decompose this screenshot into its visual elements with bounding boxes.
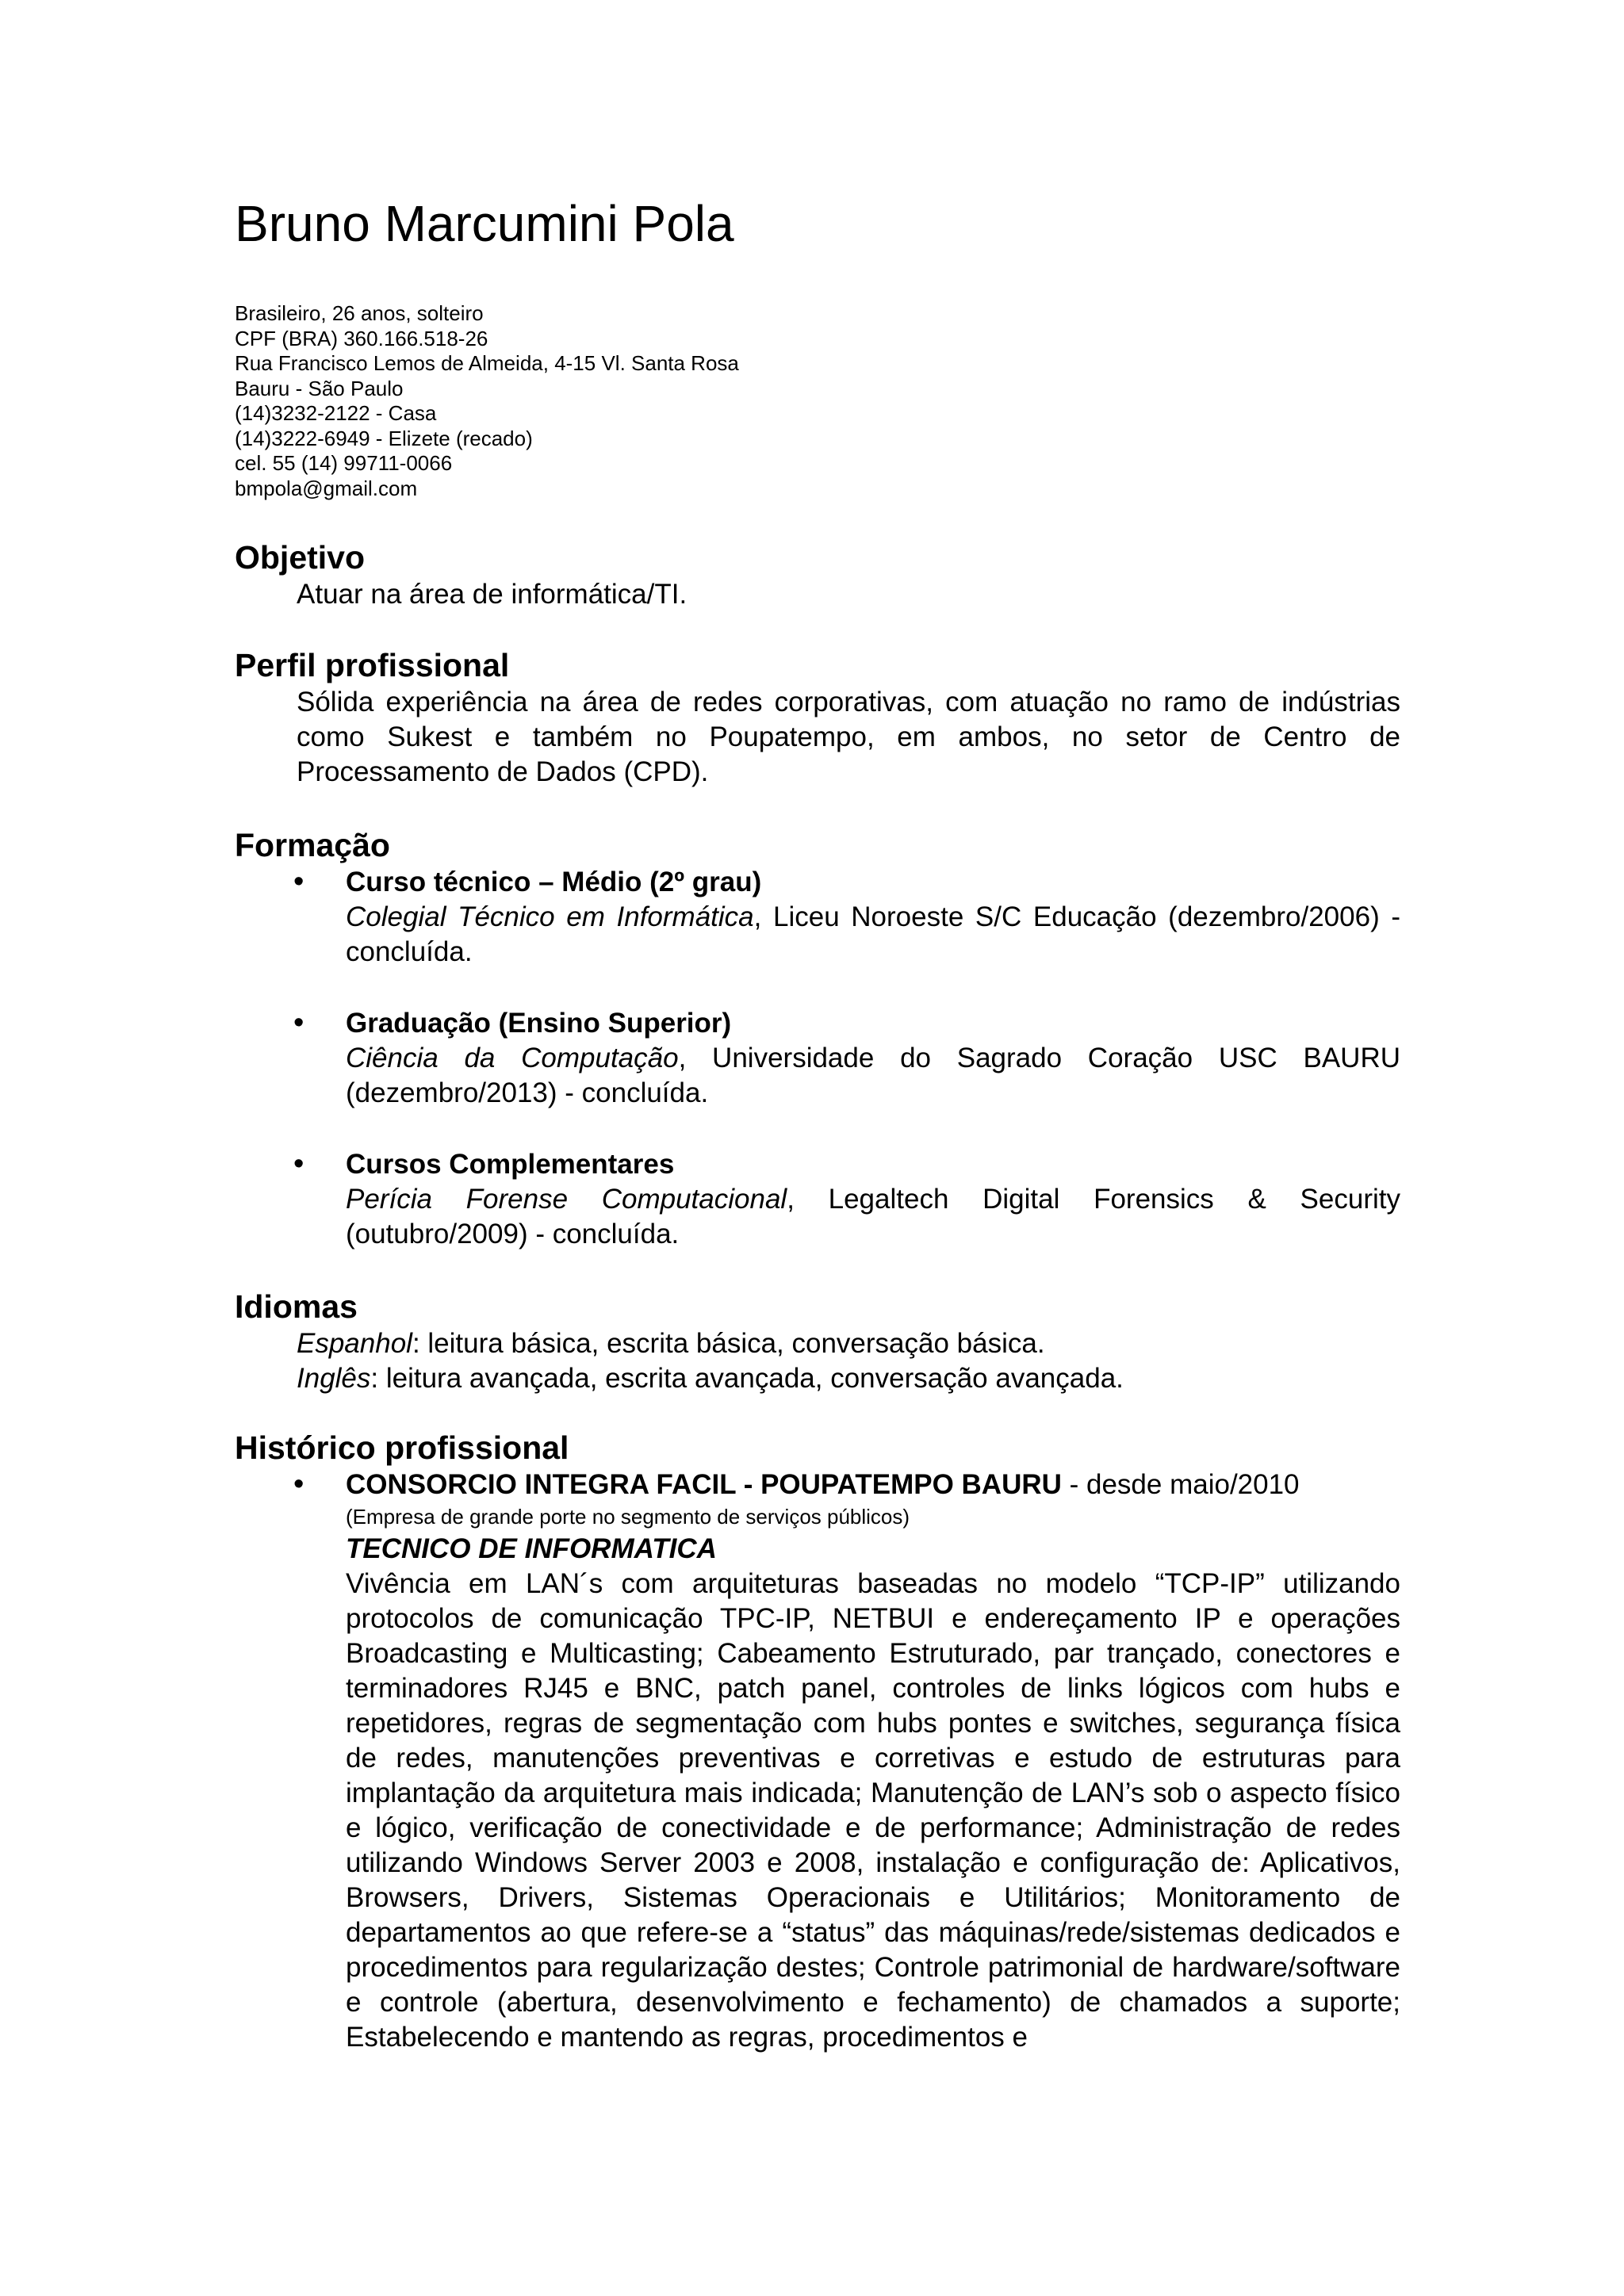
formacao-item-2-heading-text: Graduação (Ensino Superior)	[346, 1008, 732, 1039]
idioma-espanhol	[297, 1326, 1045, 1361]
contact-email: bmpola@gmail.com	[235, 476, 418, 500]
formacao-item-2-details: , Universidade do Sagrado Coração USC BAURU (dezembro/2013) - concluída.	[346, 1043, 1400, 1108]
formacao-item-1-details: , Liceu Noroeste S/C Educação (dezembro/2006) - concluída.	[346, 901, 1400, 967]
section-title-idiomas: Idiomas	[235, 1288, 358, 1325]
idioma-ingles-name: Inglês	[297, 1363, 371, 1394]
formacao-item-3-course: Perícia Forense Computacional	[346, 1184, 787, 1215]
contact-city: Bauru - São Paulo	[235, 376, 404, 400]
contact-cellphone: cel. 55 (14) 99711-0066	[235, 451, 453, 475]
formacao-item-1-description	[346, 900, 1400, 970]
formacao-bullet-2: •	[293, 1006, 304, 1039]
section-title-formacao: Formação	[235, 827, 390, 863]
formacao-item-2-heading	[346, 1006, 731, 1041]
contact-nationality: Brasileiro, 26 anos, solteiro	[235, 301, 484, 325]
formacao-item-3-description	[346, 1182, 1400, 1252]
contact-street: Rua Francisco Lemos de Almeida, 4-15 Vl. Santa Rosa	[235, 351, 739, 375]
idioma-ingles	[297, 1361, 1124, 1396]
section-title-objetivo: Objetivo	[235, 539, 366, 576]
objetivo-text: Atuar na área de informática/TI.	[297, 579, 688, 610]
job-1-company: CONSORCIO INTEGRA FACIL - POUPATEMPO BAURU	[346, 1469, 1062, 1500]
candidate-name: Bruno Marcumini Pola	[235, 195, 734, 252]
job-1-period: - desde maio/2010	[1061, 1469, 1300, 1500]
contact-phone-message: (14)3222-6949 - Elizete (recado)	[235, 426, 533, 450]
formacao-item-3-details: , Legaltech Digital Forensics & Security (outubro/2009) - concluída.	[346, 1184, 1400, 1249]
formacao-item-3-heading-text: Cursos Complementares	[346, 1149, 675, 1180]
job-1-role	[346, 1532, 717, 1567]
formacao-item-1-heading	[346, 865, 761, 900]
contact-cpf: CPF (BRA) 360.166.518-26	[235, 326, 488, 350]
formacao-item-1-heading-text: Curso técnico – Médio (2º grau)	[346, 867, 762, 897]
section-title-historico: Histórico profissional	[235, 1429, 569, 1466]
idioma-ingles-details: : leitura avançada, escrita avançada, conversação avançada.	[370, 1363, 1124, 1394]
formacao-bullet-3: •	[293, 1147, 304, 1181]
historico-bullet-1: •	[293, 1468, 304, 1501]
job-1-description: Vivência em LAN´s com arquiteturas baseadas no modelo “TCP-IP” utilizando protocolos de comunicação TPC-IP, NETBUI e endereçamento IP e operações Broadcasting e Multicasting; Cabeamento Estruturado, par trançado, conectores e terminadores RJ45 e BNC, patch panel, controles de links lógicos com hubs e repetidores, regras de segmentação com hubs pontes e switches, segurança física de redes, manutenções preventivas e corretivas e estudo de estruturas para implantação da arquitetura mais indicada; Manutenção de LAN’s sob o aspecto físico e lógico, verificação de conectividade e de performance; Administração de redes utilizando Windows Server 2003 e 2008, instalação e configuração de: Aplicativos, Browsers, Drivers, Sistemas Operacionais e Utilitários; Monitoramento de departamentos ao que refere-se a “status” das máquinas/rede/sistemas dedicados e procedimentos para regularização destes; Controle patrimonial de hardware/software e controle (abertura, desenvolvimento e fechamento) de chamados a suporte; Estabelecendo e mantendo as regras, procedimentos e	[346, 1568, 1400, 2053]
job-1-company-note: (Empresa de grande porte no segmento de serviços públicos)	[346, 1505, 910, 1529]
formacao-item-2-description	[346, 1041, 1400, 1111]
job-1-role-text: TECNICO DE INFORMATICA	[346, 1533, 717, 1564]
section-title-perfil: Perfil profissional	[235, 647, 510, 683]
contact-phone-home: (14)3232-2122 - Casa	[235, 401, 437, 425]
formacao-bullet-1: •	[293, 865, 304, 898]
formacao-item-1-course: Colegial Técnico em Informática	[346, 901, 754, 932]
idioma-espanhol-name: Espanhol	[297, 1328, 412, 1359]
idioma-espanhol-details: : leitura básica, escrita básica, conversação básica.	[412, 1328, 1045, 1359]
contact-block	[235, 301, 739, 501]
perfil-text: Sólida experiência na área de redes corporativas, com atuação no ramo de indústrias como Sukest e também no Poupatempo, em ambos, no setor de Centro de Processamento de Dados (CPD).	[297, 687, 1400, 787]
formacao-item-3-heading	[346, 1147, 674, 1182]
job-1-header	[346, 1468, 1300, 1502]
formacao-item-2-course: Ciência da Computação	[346, 1043, 679, 1073]
